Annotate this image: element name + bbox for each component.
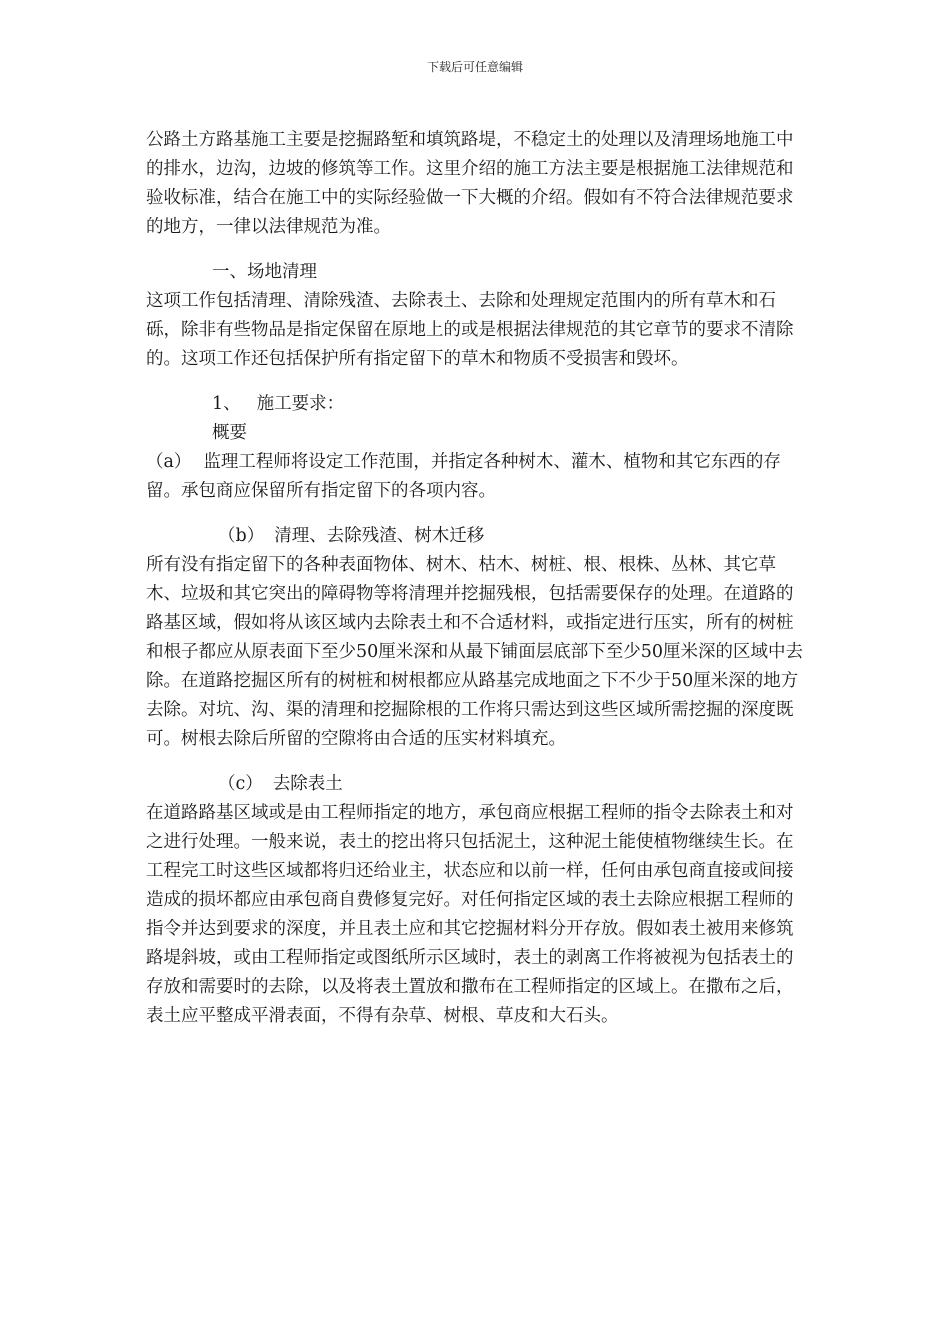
item-c-title: 去除表土 — [272, 774, 343, 794]
item-b-title: 清理、去除残渣、树木迁移 — [274, 526, 485, 546]
page-header: 下载后可任意编辑 — [426, 60, 523, 74]
overview-label: 概要 — [212, 423, 247, 443]
item-a-marker: （a） — [146, 452, 192, 472]
item-b-marker: （b） — [218, 526, 265, 546]
item-b-heading — [146, 522, 806, 551]
item-b-paragraph: 所有没有指定留下的各种表面物体、树木、枯木、树桩、根、根株、丛林、其它草木、垃圾和其它突出的障碍物等将清理并挖掘残根，包括需要保存的处理。在道路的路基区域，假如将从该区域内去除表土和不合适材料，或指定进行压实，所有的树桩和根子都应从原表面下至少50厘米深和从最下铺面层底部下至少50厘米深的区域中去除。在道路挖掘区所有的树桩和树根都应从路基完成地面之下不少于50厘米深的地方去除。对坑、沟、渠的清理和挖掘除根的工作将只需达到这些区域所需挖掘的深度既可。树根去除后所留的空隙将由合适的压实材料填充。 — [146, 555, 804, 749]
item-c-heading — [146, 770, 806, 799]
item-a-text: 监理工程师将设定工作范围，并指定各种树木、灌木、植物和其它东西的存留。承包商应保留所有指定留下的各项内容。 — [146, 452, 781, 501]
item-a-paragraph — [146, 448, 806, 506]
item-c-marker: （c） — [218, 774, 263, 794]
item-c-paragraph: 在道路路基区域或是由工程师指定的地方，承包商应根据工程师的指令去除表土和对之进行处理。一般来说，表土的挖出将只包括泥土，这种泥土能使植物继续生长。在工程完工时这些区域都将归还给业主，状态应和以前一样，任何由承包商直接或间接造成的损坏都应由承包商自费修复完好。对任何指定区域的表土去除应根据工程师的指令并达到要求的深度，并且表土应和其它挖掘材料分开存放。假如表土被用来修筑路堤斜坡，或由工程师指定或图纸所示区域时，表土的剥离工作将被视为包括表土的存放和需要时的去除，以及将表土置放和撒布在工程师指定的区域上。在撒布之后，表土应平整成平滑表面，不得有杂草、树根、草皮和大石头。 — [146, 803, 794, 1026]
subsection-title: 施工要求： — [256, 394, 345, 414]
intro-paragraph: 公路土方路基施工主要是挖掘路堑和填筑路堤，不稳定土的处理以及清理场地施工中的排水，边沟，边坡的修筑等工作。这里介绍的施工方法主要是根据施工法律规范和验收标准，结合在施工中的实际经验做一下大概的介绍。假如有不符合法律规范要求的地方，一律以法律规范为准。 — [146, 130, 794, 237]
section-heading: 一、场地清理 — [212, 262, 317, 282]
subsection-number: 1、 — [212, 394, 241, 414]
document-body — [146, 126, 806, 1031]
section-paragraph: 这项工作包括清理、清除残渣、去除表土、去除和处理规定范围内的所有草木和石砾，除非有些物品是指定保留在原地上的或是根据法律规范的其它章节的要求不清除的。这项工作还包括保护所有指定留下的草木和物质不受损害和毁坏。 — [146, 291, 794, 369]
subsection-heading — [146, 390, 806, 419]
